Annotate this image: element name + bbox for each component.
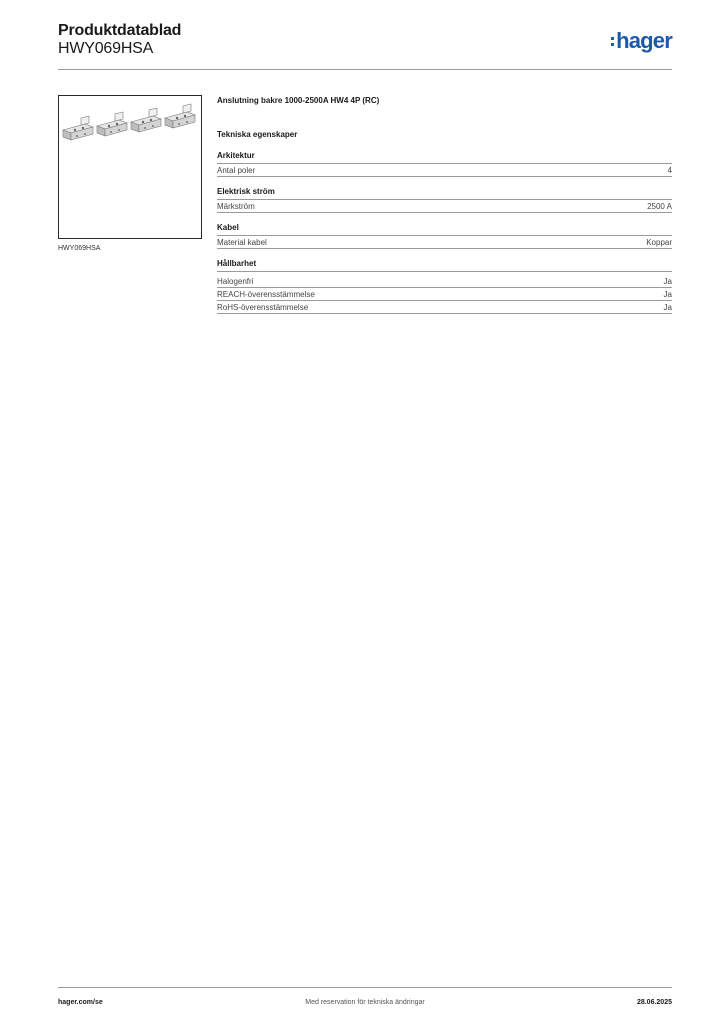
product-details	[217, 95, 672, 314]
document-subtitle: HWY069HSA	[58, 40, 154, 57]
connection-terminal-image	[61, 102, 201, 142]
logo-text: hager	[616, 28, 672, 53]
page-footer	[58, 987, 672, 1011]
spec-value: Ja	[663, 277, 672, 286]
document-title: Produktdatablad	[58, 22, 182, 39]
image-caption: HWY069HSA	[58, 245, 101, 252]
spec-group-title: Elektrisk ström	[217, 187, 672, 200]
spec-row	[217, 275, 672, 288]
footer-disclaimer: Med reservation för tekniska ändringar	[305, 999, 425, 1006]
spec-label: Antal poler	[217, 166, 256, 175]
spec-label: REACH-överensstämmelse	[217, 290, 315, 299]
hager-logo	[611, 28, 672, 54]
spec-row	[217, 200, 672, 213]
spec-group-title: Arkitektur	[217, 151, 672, 164]
footer-website-link[interactable]: hager.com/se	[58, 999, 103, 1006]
section-title: Tekniska egenskaper	[217, 130, 298, 139]
spec-group-title: Kabel	[217, 223, 672, 236]
spec-label: Halogenfri	[217, 277, 254, 286]
spec-value: 2500 A	[647, 202, 672, 211]
spec-row	[217, 236, 672, 249]
page-header	[58, 22, 672, 70]
logo-colon-icon	[611, 37, 614, 46]
spec-value: Koppar	[646, 238, 672, 247]
spec-group-elektrisk-strom	[217, 187, 672, 213]
spec-value: 4	[667, 166, 672, 175]
spec-value: Ja	[663, 290, 672, 299]
spec-value: Ja	[663, 303, 672, 312]
product-name: Anslutning bakre 1000-2500A HW4 4P (RC)	[217, 96, 380, 105]
footer-date: 28.06.2025	[636, 999, 672, 1006]
spec-row	[217, 288, 672, 301]
product-image	[58, 95, 202, 239]
spec-label: Material kabel	[217, 238, 267, 247]
spec-row	[217, 164, 672, 177]
spec-label: Märkström	[217, 202, 255, 211]
spec-row	[217, 301, 672, 314]
spec-group-hallbarhet	[217, 259, 672, 314]
spec-label: RoHS-överensstämmelse	[217, 303, 309, 312]
spec-group-title: Hållbarhet	[217, 259, 672, 272]
spec-group-arkitektur	[217, 151, 672, 177]
spec-group-kabel	[217, 223, 672, 249]
